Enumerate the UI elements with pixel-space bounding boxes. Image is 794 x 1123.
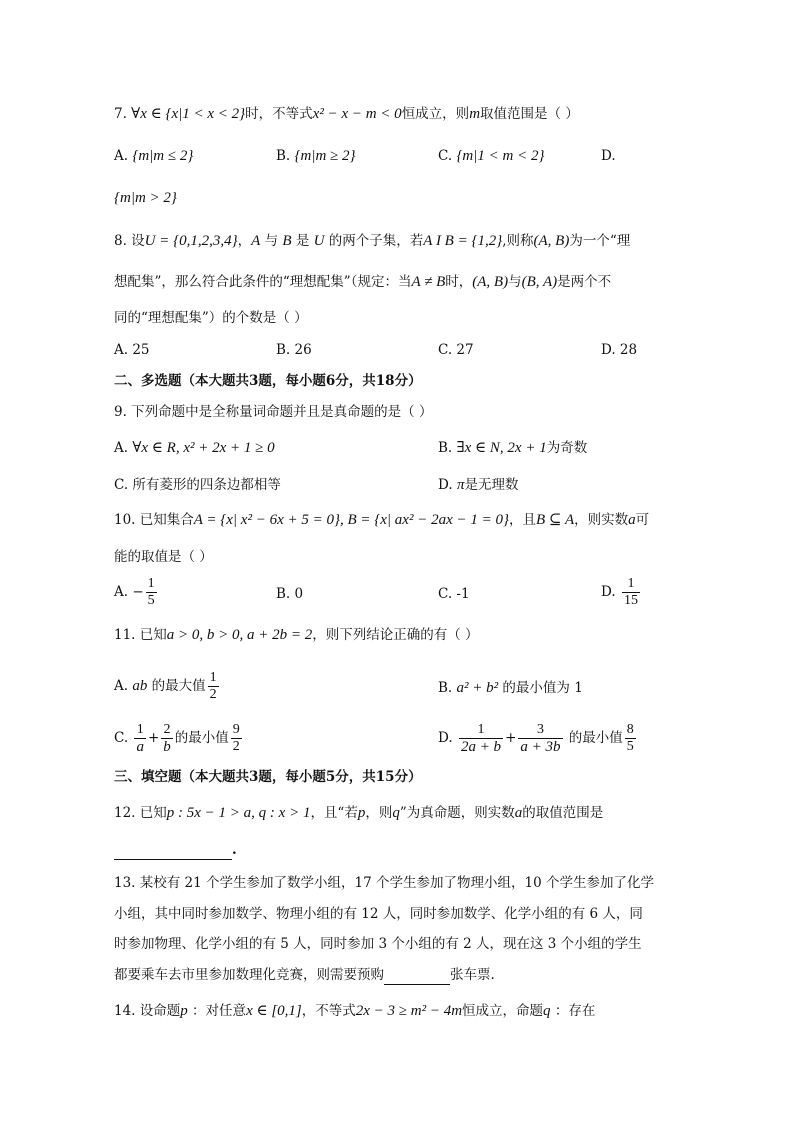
question-12-line-1: 12. 已知p : 5x − 1 > a, q : x > 1，且“若p，则q”为真命题，则实数a的取值范围是: [114, 805, 604, 821]
q10-option-b: B. 0: [276, 586, 304, 602]
q7-option-d-value: {m|m > 2}: [114, 190, 177, 206]
question-13-line-3: 时参加物理、化学小组的有 5 人，同时参加 3 个小组的有 2 人，现在这 3 个小组的学生: [114, 936, 642, 952]
q9-option-d: D. π是无理数: [438, 477, 519, 493]
q7-option-d-label: D.: [601, 148, 616, 164]
q7-option-c: C. {m|1 < m < 2}: [438, 148, 545, 164]
q11-option-b: B. a² + b² 的最小值为 1: [438, 680, 583, 696]
question-8-line-1: 8. 设U = {0,1,2,3,4}，A 与 B 是 U 的两个子集，若A I B = {1,2},则称(A, B)为一个“理: [114, 233, 631, 249]
q10-option-d: D. $\frac{1}{15}$: [601, 576, 638, 608]
question-11-stem: 11. 已知a > 0, b > 0, a + 2b = 2，则下列结论正确的有（ ）: [114, 627, 479, 643]
q9-option-b: B. ∃x ∈ N, 2x + 1为奇数: [438, 440, 588, 456]
question-10-line-1: 10. 已知集合A = {x| x² − 6x + 5 = 0}, B = {x| ax² − 2ax − 1 = 0}，且B ⊆ A，则实数a可: [114, 512, 650, 528]
question-7-stem: 7. ∀x ∈ {x|1 < x < 2}时，不等式x² − x − m < 0恒成立，则m取值范围是（ ）: [114, 106, 579, 122]
q10-option-a: A. − $\frac{1}{5}$: [114, 576, 155, 608]
section-2-heading: 二、多选题（本大题共3题，每小题6分，共18分）: [114, 373, 422, 389]
q9-option-a: A. ∀x ∈ R, x² + 2x + 1 ≥ 0: [114, 440, 275, 456]
q8-option-b: B. 26: [276, 342, 312, 358]
q8-option-a: A. 25: [114, 342, 150, 358]
q7-option-a: A. {m|m ≤ 2}: [114, 148, 194, 164]
question-8-line-3: 同的“理想配集”）的个数是（ ）: [114, 310, 308, 326]
question-10-line-2: 能的取值是（ ）: [114, 549, 213, 565]
question-8-line-2: 想配集”，那么符合此条件的“理想配集”（规定：当A ≠ B时，(A, B)与(B, A)是两个不: [114, 274, 612, 290]
q13-answer-blank[interactable]: [384, 970, 450, 985]
q11-option-a: A. ab 的最大值 $\frac{1}{2}$: [114, 670, 217, 702]
q8-option-d: D. 28: [601, 342, 638, 358]
q10-option-c: C. -1: [438, 586, 470, 602]
section-3-heading: 三、填空题（本大题共3题，每小题5分，共15分）: [114, 769, 422, 785]
question-14-line-1: 14. 设命题p ：对任意x ∈ [0,1]，不等式2x − 3 ≥ m² − 4m恒成立，命题q ：存在: [114, 1003, 596, 1019]
q11-option-d: D. $\frac{1}{2a + b}$ + $\frac{3}{a + 3b}$ 的最小值 $\frac{8}{5}$: [438, 722, 634, 755]
question-12-answer-line: .: [114, 840, 237, 860]
question-13-line-2: 小组，其中同时参加数学、物理小组的有 12 人，同时参加数学、化学小组的有 6 人，同: [114, 906, 643, 922]
q12-answer-blank[interactable]: [114, 845, 232, 860]
question-9-stem: 9. 下列命题中是全称量词命题并且是真命题的是（ ）: [114, 404, 433, 420]
q9-option-c: C. 所有菱形的四条边都相等: [114, 477, 281, 493]
q11-option-c: C. $\frac{1}{a}$ + $\frac{2}{b}$ 的最小值 $\frac{9}{2}$: [114, 722, 240, 755]
q8-option-c: C. 27: [438, 342, 474, 358]
question-13-line-1: 13. 某校有 21 个学生参加了数学小组，17 个学生参加了物理小组，10 个学生参加了化学: [114, 875, 654, 891]
q7-option-b: B. {m|m ≥ 2}: [276, 148, 356, 164]
question-13-line-4: 都要乘车去市里参加数理化竞赛，则需要预购 张车票.: [114, 967, 495, 983]
